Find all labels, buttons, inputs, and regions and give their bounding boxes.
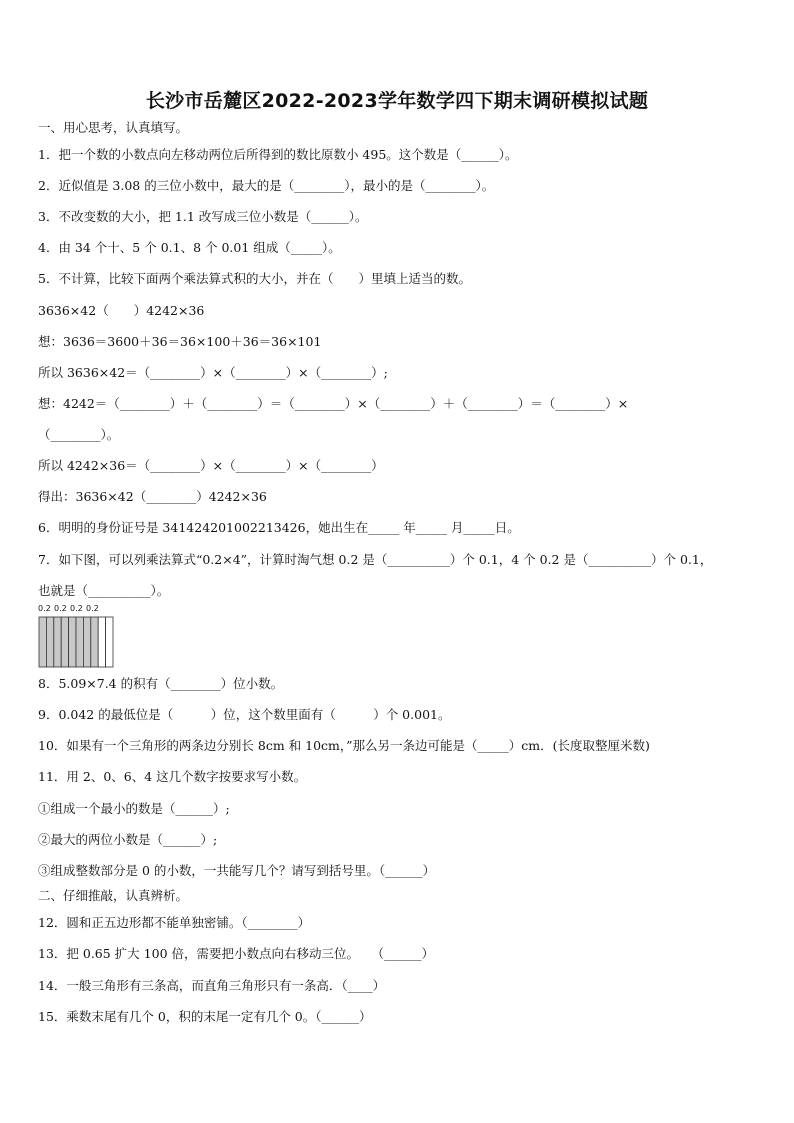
question-9: 9．0.042 的最低位是（ ）位，这个数里面有（ ）个 0.001。 — [38, 707, 451, 722]
shaded-strip — [76, 617, 83, 667]
strip-graphic — [38, 616, 114, 668]
question-5-think-2-cont: （________）。 — [38, 427, 120, 442]
strip-label: 0.2 — [70, 604, 83, 613]
question-8: 8．5.09×7.4 的积有（________）位小数。 — [38, 676, 284, 691]
shaded-strip — [69, 617, 76, 667]
question-11: 11．用 2、0、6、4 这几个数字按要求写小数。 — [38, 769, 307, 784]
page-title: 长沙市岳麓区2022-2023学年数学四下期末调研模拟试题 — [145, 90, 649, 112]
strip-label: 0.2 — [38, 604, 51, 613]
question-10: 10．如果有一个三角形的两条边分别长 8cm 和 10cm，”那么另一条边可能是（_____）cm．(长度取整厘米数) — [38, 738, 650, 753]
question-5-compare: 3636×42（ ）4242×36 — [38, 303, 205, 318]
question-15: 15．乘数末尾有几个 0，积的末尾一定有几个 0。（______） — [38, 1009, 372, 1024]
question-3: 3．不改变数的大小，把 1.1 改写成三位小数是（______）。 — [38, 209, 368, 224]
section-heading-1: 一、用心思考，认真填写。 — [38, 120, 189, 135]
question-14: 14．一般三角形有三条高，而直角三角形只有一条高．（____） — [38, 978, 386, 993]
question-1: 1．把一个数的小数点向左移动两位后所得到的数比原数小 495。这个数是（______）。 — [38, 147, 518, 162]
question-5-so-2: 所以 4242×36＝（________）×（________）×（________） — [38, 458, 384, 473]
question-11-b: ②最大的两位小数是（______）; — [38, 832, 218, 847]
question-11-a: ①组成一个最小的数是（______）; — [38, 801, 230, 816]
question-5-so-1: 所以 3636×42＝（________）×（________）×（________）; — [38, 365, 388, 380]
question-11-c: ③组成整数部分是 0 的小数，一共能写几个？请写到括号里。（______） — [38, 863, 436, 878]
question-2: 2．近似值是 3.08 的三位小数中，最大的是（________），最小的是（________）。 — [38, 178, 495, 193]
shaded-strip — [61, 617, 68, 667]
strip-label: 0.2 — [86, 604, 99, 613]
question-7: 7．如下图，可以列乘法算式“0.2×4”，计算时淘气想 0.2 是（__________）个 0.1，4 个 0.2 是（__________）个 0.1， — [38, 552, 713, 567]
question-5-think-2: 想：4242＝（________）＋（________）＝（________）×（________）＋（________）＝（________）× — [38, 396, 629, 411]
strip-label: 0.2 — [54, 604, 67, 613]
question-5-think-1: 想：3636＝3600＋36＝36×100＋36＝36×101 — [38, 334, 322, 349]
question-6: 6．明明的身份证号是 341424201002213426，她出生在_____ 年_____ 月_____日。 — [38, 520, 520, 535]
shaded-strip — [46, 617, 53, 667]
shaded-strip — [54, 617, 61, 667]
question-4: 4．由 34 个十、5 个 0.1、8 个 0.01 组成（_____）。 — [38, 240, 341, 255]
blank-strip — [98, 617, 105, 667]
question-5-result: 得出：3636×42（________）4242×36 — [38, 489, 267, 504]
question-5: 5．不计算，比较下面两个乘法算式积的大小，并在（ ）里填上适当的数。 — [38, 271, 471, 286]
decimal-strip-figure — [38, 604, 118, 668]
question-12: 12．圆和正五边形都不能单独密铺。（________） — [38, 915, 311, 930]
question-13: 13．把 0.65 扩大 100 倍，需要把小数点向右移动三位。 （______） — [38, 946, 434, 961]
question-7-cont: 也就是（__________）。 — [38, 583, 170, 598]
shaded-strip — [39, 617, 46, 667]
blank-strip — [106, 617, 113, 667]
shaded-strip — [83, 617, 90, 667]
shaded-strip — [91, 617, 98, 667]
section-heading-2: 二、仔细推敲，认真辨析。 — [38, 888, 189, 903]
